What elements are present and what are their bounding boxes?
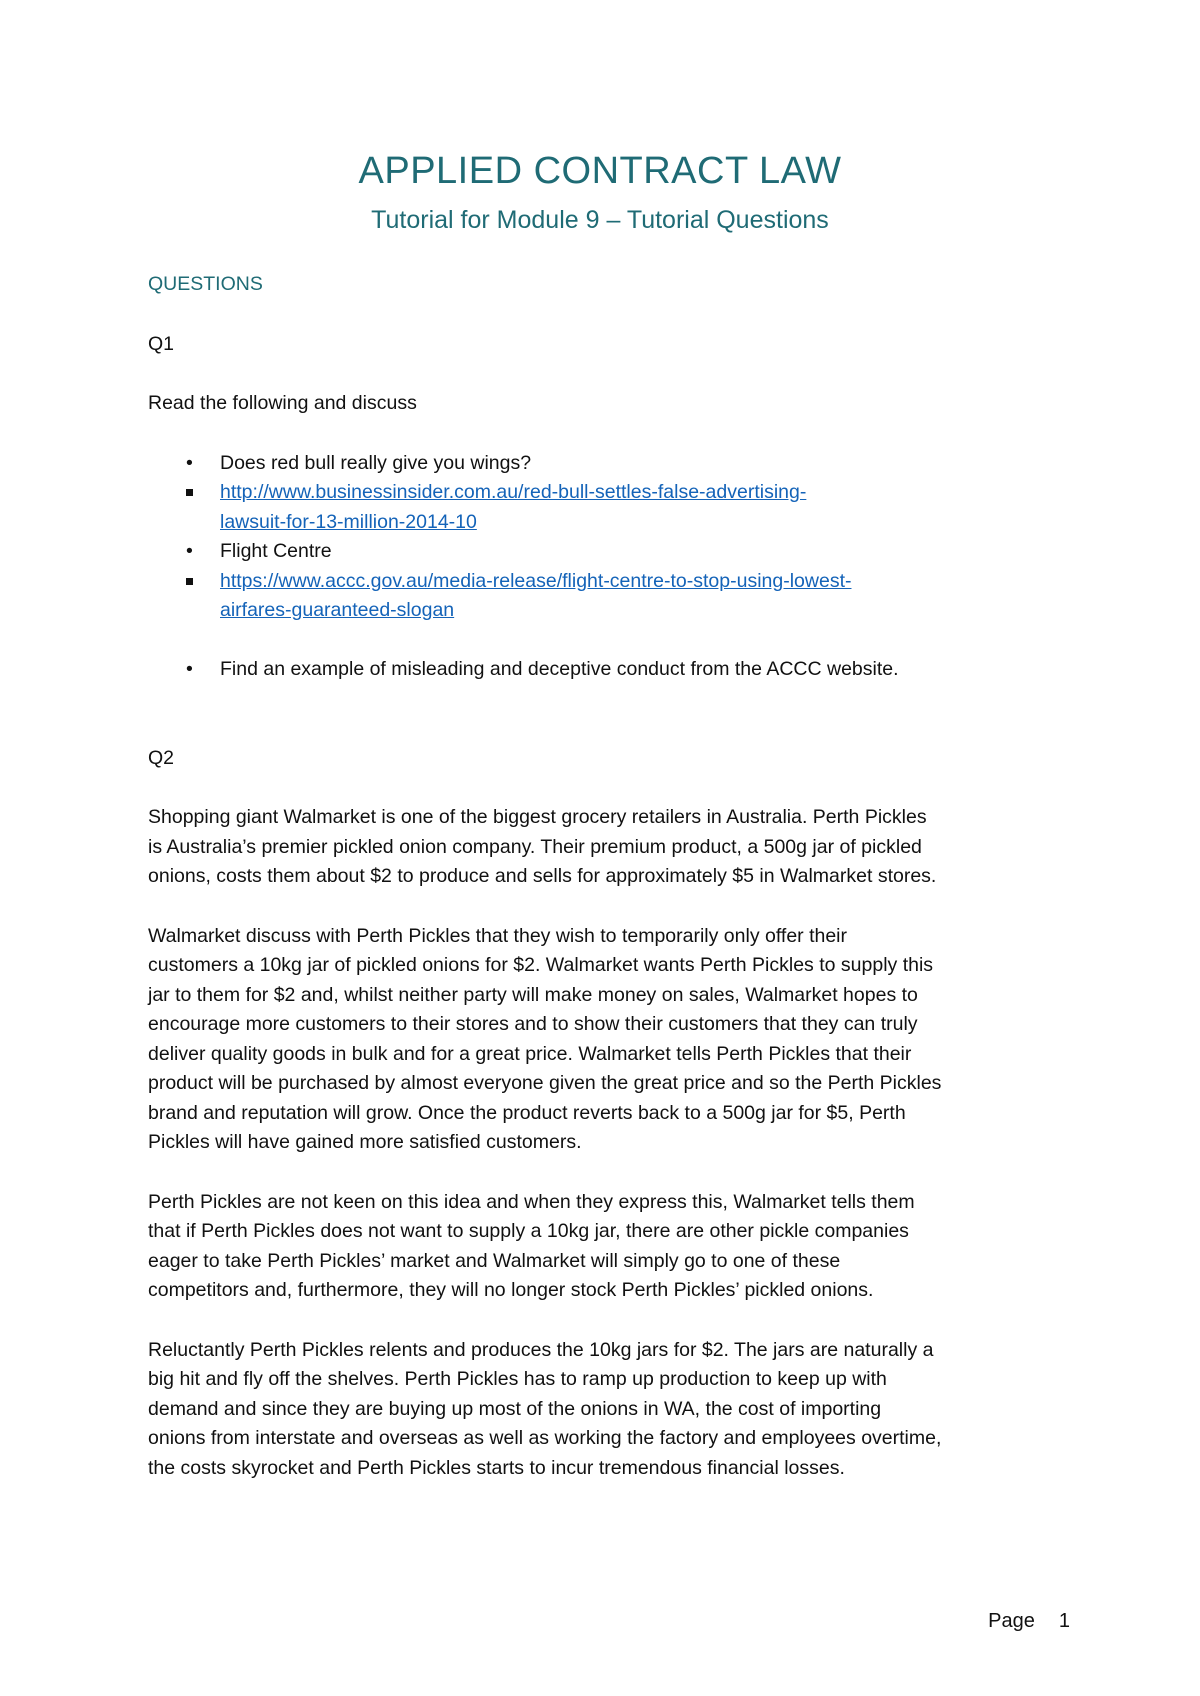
text-line: jar to them for $2 and, whilst neither party will make money on sales, Walmarket hopes to	[148, 983, 918, 1006]
text-line: brand and reputation will grow. Once the product reverts back to a 500g jar for $5, Perth	[148, 1101, 906, 1124]
text-line: encourage more customers to their stores and to show their customers that they can truly	[148, 1013, 918, 1035]
square-bullet-icon	[186, 578, 193, 585]
list-item	[148, 655, 1068, 685]
q2-paragraph-3	[148, 1188, 1068, 1306]
document-body	[148, 270, 1068, 1513]
page-label: Page	[988, 1610, 1035, 1632]
q1-bullet-list	[148, 449, 1068, 685]
document-subtitle: Tutorial for Module 9 – Tutorial Questions	[371, 206, 829, 234]
bullet-icon: •	[186, 658, 193, 680]
text-line: customers a 10kg jar of pickled onions for $2. Walmarket wants Perth Pickles to supply this	[148, 954, 934, 976]
sub-bullet-list	[220, 478, 1068, 537]
text-line: is Australia’s premier pickled onion company. Their premium product, a 500g jar of pickled	[148, 835, 922, 858]
page-number: 1	[1058, 1610, 1070, 1632]
text-line: eager to take Perth Pickles’ market and Walmarket will simply go to one of these	[148, 1249, 841, 1272]
link-text-line-2: airfares-guaranteed-slogan	[220, 599, 455, 621]
text-line: onions, costs them about $2 to produce and sells for approximately $5 in Walmarket stores.	[148, 865, 937, 887]
text-line: that if Perth Pickles does not want to supply a 10kg jar, there are other pickle companies	[148, 1220, 909, 1242]
text-line: big hit and fly off the shelves. Perth Pickles has to ramp up production to keep up with	[148, 1368, 887, 1390]
question-label-q2: Q2	[148, 746, 175, 769]
sub-bullet-list	[220, 567, 1068, 626]
text-line: Pickles will have gained more satisfied customers.	[148, 1131, 582, 1153]
text-line: the costs skyrocket and Perth Pickles starts to incur tremendous financial losses.	[148, 1456, 845, 1479]
accc-media-release-link[interactable]	[220, 570, 851, 622]
list-spacer	[148, 626, 1068, 656]
text-line: Walmarket discuss with Perth Pickles that they wish to temporarily only offer their	[148, 924, 848, 947]
list-item	[148, 449, 1068, 538]
link-text-line-1: https://www.accc.gov.au/media-release/flight-centre-to-stop-using-lowest-	[220, 569, 852, 592]
bullet-icon: •	[186, 540, 193, 562]
q1-intro: Read the following and discuss	[148, 392, 417, 414]
document-title: APPLIED CONTRACT LAW	[358, 150, 842, 192]
text-line: Perth Pickles are not keen on this idea and when they express this, Walmarket tells them	[148, 1190, 915, 1213]
bullet-icon: •	[186, 451, 193, 474]
list-item-text: Does red bull really give you wings?	[220, 451, 532, 474]
list-item	[148, 537, 1068, 626]
list-item	[220, 567, 1068, 626]
q2-paragraph-2	[148, 922, 1068, 1158]
q2-paragraph-1	[148, 803, 1068, 892]
list-item-text: Flight Centre	[220, 540, 332, 562]
red-bull-article-link[interactable]	[220, 481, 806, 533]
link-text-line-1: http://www.businessinsider.com.au/red-bull-settles-false-advertising-	[220, 481, 807, 503]
link-text-line-2: lawsuit-for-13-million-2014-10	[220, 510, 477, 533]
text-line: demand and since they are buying up most of the onions in WA, the cost of importing	[148, 1397, 882, 1420]
list-item	[220, 478, 1068, 537]
section-heading: QUESTIONS	[148, 273, 263, 295]
square-bullet-icon	[186, 489, 193, 496]
text-line: Reluctantly Perth Pickles relents and produces the 10kg jars for $2. The jars are naturally a	[148, 1338, 934, 1361]
list-item-text: Find an example of misleading and deceptive conduct from the ACCC website.	[220, 658, 899, 680]
text-line: onions from interstate and overseas as well as working the factory and employees overtime,	[148, 1427, 942, 1449]
text-line: deliver quality goods in bulk and for a great price. Walmarket tells Perth Pickles that their	[148, 1042, 912, 1065]
text-line: competitors and, furthermore, they will no longer stock Perth Pickles’ pickled onions.	[148, 1279, 874, 1301]
page-footer	[988, 1610, 1070, 1633]
text-line: Shopping giant Walmarket is one of the biggest grocery retailers in Australia. Perth Pickles	[148, 806, 927, 828]
q2-paragraph-4	[148, 1336, 1068, 1484]
question-label-q1: Q1	[148, 332, 175, 355]
text-line: product will be purchased by almost everyone given the great price and so the Perth Pickles	[148, 1072, 942, 1094]
